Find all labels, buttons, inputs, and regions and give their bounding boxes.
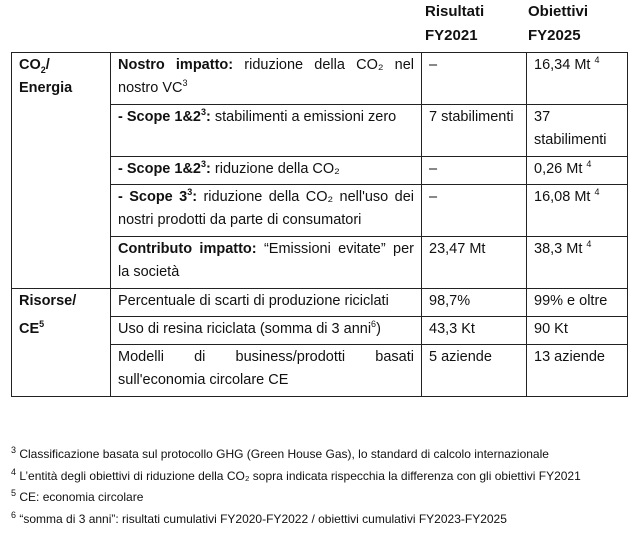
row-target: 38,3 Mt $^4$ — [527, 237, 628, 289]
row-result: – — [422, 157, 527, 185]
row-target: 16,34 Mt $^4$ — [527, 53, 628, 105]
footnotes — [11, 444, 581, 530]
table-row — [12, 53, 628, 105]
row-description: - Scope $3^3$: riduzione della CO₂ nell'uso dei nostri prodotti da parte di consumatori — [111, 185, 422, 237]
row-result: 5 aziende — [422, 345, 527, 397]
category-resources-ce: Risorse/ — [12, 289, 111, 317]
row-description: Nostro impatto: riduzione della CO₂ nel nostro $VC^3$ — [111, 53, 422, 105]
category-co2-energy: $CO_2/$ Energia — [12, 53, 111, 105]
row-target: 16,08 Mt $^4$ — [527, 185, 628, 237]
row-target: 99% e oltre — [527, 289, 628, 317]
row-description: Uso di resina riciclata (somma di 3 anni$^6$) — [111, 317, 422, 345]
header-targets-year: FY2025 — [528, 27, 581, 44]
row-description: Contributo impatto: “Emissioni evitate” per la società — [111, 237, 422, 289]
footnote: $^5$ CE: economia circolare — [11, 488, 144, 504]
kpi-table — [11, 52, 628, 397]
row-result: – — [422, 185, 527, 237]
row-target: 0,26 Mt $^4$ — [527, 157, 628, 185]
table-row — [12, 105, 628, 157]
row-description: - Scope $1\&2^3$: riduzione della CO₂ — [111, 157, 422, 185]
header-results-label: Risultati — [425, 3, 485, 20]
row-result: 43,3 Kt — [422, 317, 527, 345]
header-targets-label: Obiettivi — [528, 3, 589, 20]
footnote: $^3$ Classificazione basata sul protocollo GHG (Green House Gas), lo standard di calcolo internazionale — [11, 445, 549, 461]
row-result: 98,7% — [422, 289, 527, 317]
table-row — [12, 237, 628, 289]
header-results — [425, 0, 484, 48]
table-row — [12, 289, 628, 317]
footnote: $^6$ “somma di 3 anni”: risultati cumulativi FY2020-FY2022 / obiettivi cumulativi FY2023-FY2025 — [11, 509, 507, 526]
table-row — [12, 345, 628, 397]
footnote: $^4$ L’entità degli obiettivi di riduzione della CO₂ sopra indicata rispecchia la differenza con gli obiettivi FY2021 — [11, 466, 581, 483]
table-row — [12, 185, 628, 237]
table-row: $CE^5$ Uso di resina riciclata (somma di 3 anni$^6$) 43,3 Kt 90 Kt — [12, 317, 628, 345]
row-result: – — [422, 53, 527, 105]
header-targets — [528, 0, 588, 48]
row-target: 90 Kt — [527, 317, 628, 345]
row-description: - Scope $1\&2^3$: stabilimenti a emissioni zero — [111, 105, 422, 157]
table-row — [12, 157, 628, 185]
row-result: 7 stabilimenti — [422, 105, 527, 157]
header-results-year: FY2021 — [425, 27, 478, 44]
row-result: 23,47 Mt — [422, 237, 527, 289]
row-target: 37 stabilimenti — [527, 105, 628, 157]
row-target: 13 aziende — [527, 345, 628, 397]
row-description: Percentuale di scarti di produzione riciclati — [111, 289, 422, 317]
row-description: Modelli di business/prodotti basati sull'economia circolare CE — [111, 345, 422, 397]
